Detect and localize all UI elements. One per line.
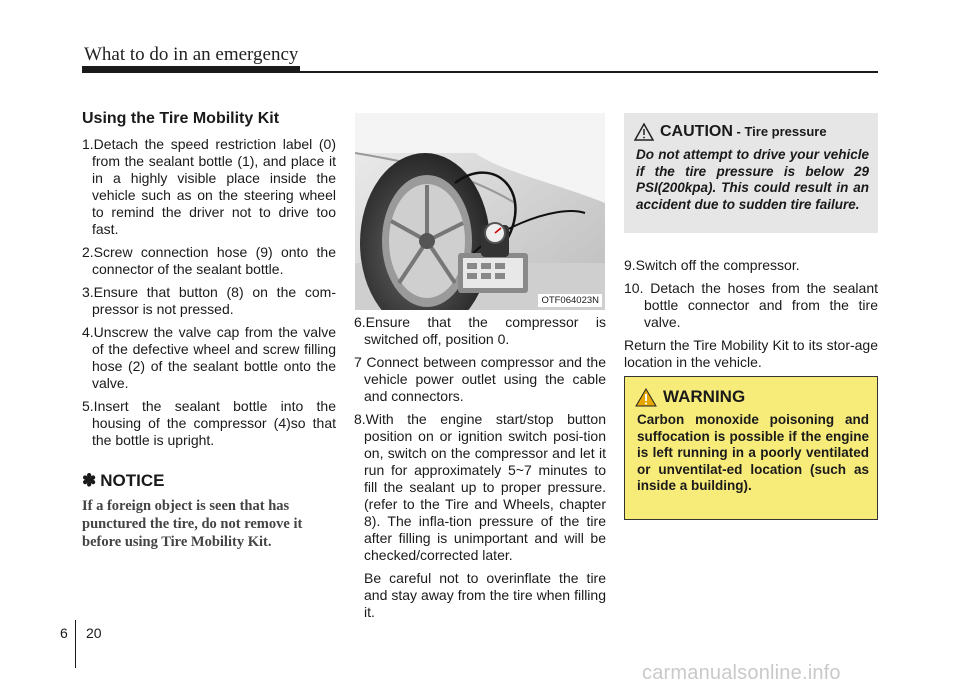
step-8-note: Be careful not to overinflate the tire and stay away from the tire when filling it. — [364, 570, 606, 620]
step-7: 7 Connect between compressor and the vehicle power outlet using the cable and connectors. — [354, 354, 606, 404]
step-1: 1.Detach the speed restriction label (0) from the sealant bottle (1), and place it in a highly visible place inside the vehicle such as on the steering wheel to remind the driver not to drive too fast. — [82, 136, 336, 237]
caution-title: CAUTION — [660, 123, 733, 140]
step-10: 10. Detach the hoses from the sealant bottle connector and from the tire valve. — [624, 280, 878, 330]
caution-text: Do not attempt to drive your vehicle if the tire pressure is below 29 PSI(200kpa). This could result in an accident due to sudden tire failure. — [636, 147, 869, 212]
caution-box — [624, 113, 878, 233]
warning-title: WARNING — [663, 387, 746, 406]
notice-text: If a foreign object is seen that has punctured the tire, do not remove it before using Tire Mobility Kit. — [82, 498, 303, 550]
watermark: carmanualsonline.info — [642, 662, 841, 684]
warning-header — [635, 387, 745, 407]
warning-triangle-icon — [635, 388, 657, 407]
warning-text: Carbon monoxide poisoning and suffocation is possible if the engine is left running in a poorly ventilated or unventilat-ed location (such as inside a building). — [637, 412, 869, 493]
step-4: 4.Unscrew the valve cap from the valve of the defective wheel and screw filling hose (2) of the sealant bottle onto the valve. — [82, 324, 336, 391]
header-title: What to do in an emergency — [84, 44, 299, 65]
notice-heading — [82, 471, 336, 491]
page-divider — [75, 620, 76, 668]
step-8: 8.With the engine start/stop button position on or ignition switch posi-tion on, switch on the compressor and let it run for approximately 5~7 minutes to fill the sealant up to proper pressure. (refer to the Tire and Wheels, chapter 8). The infla-tion pressure of the tire after filling is unimportant and will be checked/corrected later. — [354, 411, 606, 563]
caution-header — [634, 123, 827, 141]
middle-column — [354, 314, 606, 627]
caution-subtitle: - Tire pressure — [732, 124, 827, 139]
chapter-number: 6 — [60, 625, 68, 641]
step-6: 6.Ensure that the compressor is switched off, position 0. — [354, 314, 606, 347]
notice-symbol-icon: ✽ — [82, 471, 97, 490]
right-column — [624, 257, 878, 377]
step-3: 3.Ensure that button (8) on the com-pressor is not pressed. — [82, 284, 336, 317]
warning-box — [624, 376, 878, 520]
page-number: 20 — [86, 625, 102, 641]
step-2: 2.Screw connection hose (9) onto the connector of the sealant bottle. — [82, 244, 336, 277]
notice-title: NOTICE — [100, 471, 165, 490]
step-5: 5.Insert the sealant bottle into the housing of the compressor (4)so that the bottle is upright. — [82, 398, 336, 448]
tire-mobility-kit-illustration — [355, 113, 605, 310]
header-rule — [82, 71, 878, 73]
figure-caption: OTF064023N — [538, 294, 602, 307]
tire-kit-photo-graphic — [355, 113, 605, 310]
caution-triangle-icon — [634, 123, 654, 141]
left-column — [82, 110, 336, 551]
section-heading: Using the Tire Mobility Kit — [82, 110, 280, 127]
return-instruction: Return the Tire Mobility Kit to its stor-age location in the vehicle. — [624, 337, 878, 370]
step-9: 9.Switch off the compressor. — [624, 257, 800, 273]
